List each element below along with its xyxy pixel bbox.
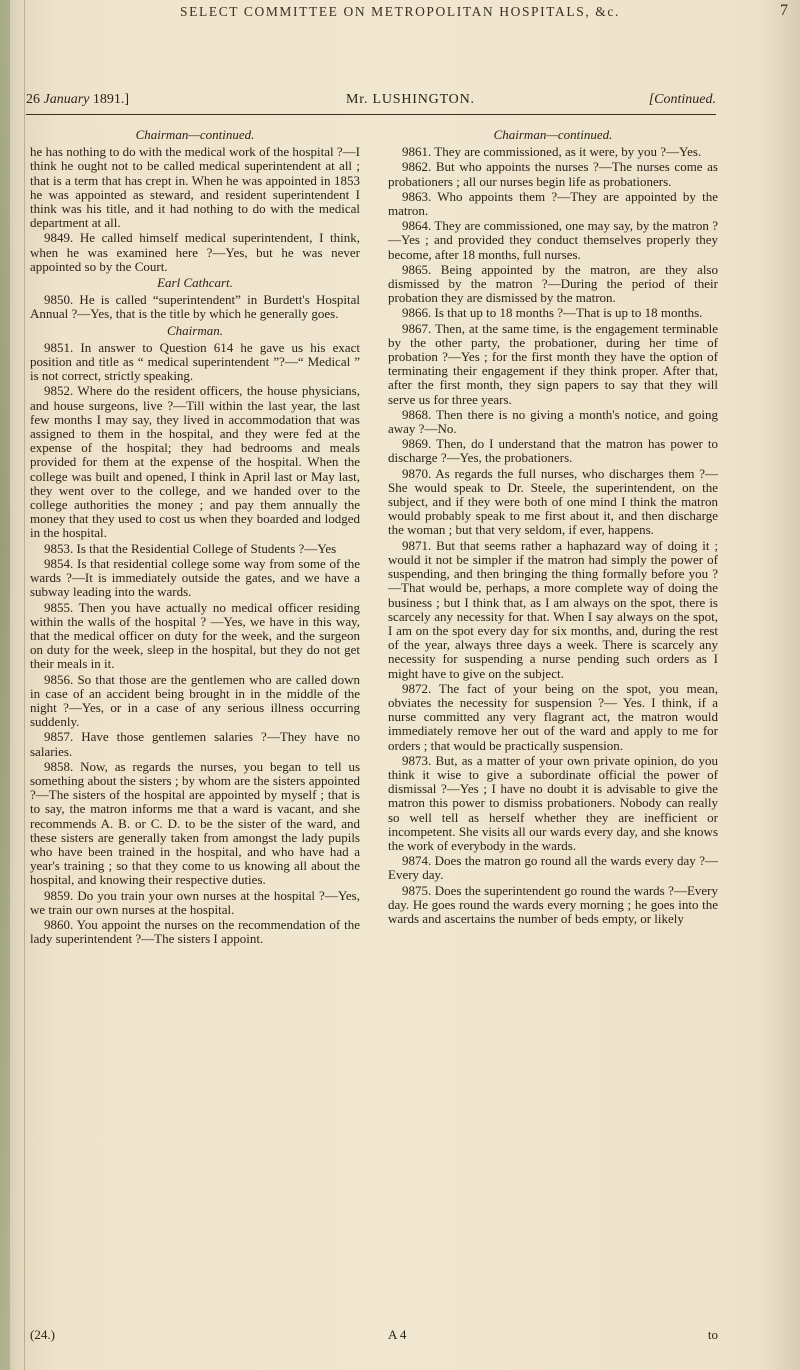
sheet-signature: A 4 [388, 1327, 407, 1342]
question-9872: 9872. The fact of your being on the spot, you mean, obviates the necessity for suspension ?— Yes. I think, if a nurse committed any very flagrant act, the matron would immediately remove her out of the ward and apply to me for orders ; that would be practically suspension. [388, 680, 718, 753]
question-9862: 9862. But who appoints the nurses ?—The nurses come as probationers ; all our nurses begin life as probationers. [388, 159, 718, 189]
header-rule [26, 114, 716, 115]
witness-name: Mr. LUSHINGTON. [346, 92, 475, 107]
question-9853: 9853. Is that the Residential College of Students ?—Yes [44, 540, 337, 556]
question-9870: 9870. As regards the full nurses, who discharges them ?—She would speak to Dr. Steele, the superintendent, on the subject, and if they were both of one mind I think the matron would probably speak to me first about it, and then discharge the woman ; but that very seldom, if ever, happens. [388, 465, 718, 538]
binding-edge [0, 0, 10, 1370]
page-number: 7 [780, 2, 788, 19]
question-9873: 9873. But, as a matter of your own private opinion, do you think it wise to give a subordinate official the power of dismissal ?—Yes ; I have no doubt it is advisable to give the matron this power to dismiss probationers. Nobody can really so well tell as herself whether they are inefficient or incompetent. She visits all our wards every day, and she knows the work of everybody in the wards. [388, 752, 718, 853]
signature-mark-left: (24.) [30, 1327, 55, 1342]
question-9861: 9861. They are commissioned, as it were, by you ?—Yes. [402, 144, 702, 160]
speaker-heading: Chairman—continued. [493, 127, 613, 142]
speaker-heading: Chairman. [167, 322, 223, 338]
paragraph: he has nothing to do with the medical work of the hospital ?—I think he ought not to be called medical superintendent at all ; that is a term that has crept in. When he was appointed in 1853 he was appointed as steward, and resident superintendent I think was his title, and it had nothing to do with the medical department at all. [30, 144, 360, 231]
question-9859: 9859. Do you train your own nurses at the hospital ?—Yes, we train our own nurses at the hospital. [30, 887, 360, 917]
speaker-heading: Chairman—continued. [135, 127, 255, 142]
question-9864: 9864. They are commissioned, one may say, by the matron ?—Yes ; and provided they conduct themselves properly they become, after 18 months, full nurses. [388, 218, 718, 262]
right-column [388, 126, 718, 927]
question-9871: 9871. But that seems rather a haphazard way of doing it ; would it not be simpler if the matron had simply the power of suspending, and then bringing the thing formally before you ?—That would be, perhaps, a more complete way of doing the business ; but I think that, as I am always on the spot, there is scarcely any necessity for that. When I say always on the spot, I am on the spot every day for six months, and, during the rest of the year, always three days a week. There is scarcely any necessity for suspending a nurse pending such orders as I might have to give on the subject. [388, 537, 718, 681]
subhead [26, 92, 716, 114]
question-9866: 9866. Is that up to 18 months ?—That is up to 18 months. [402, 305, 703, 321]
question-9867: 9867. Then, at the same time, is the engagement terminable by the other party, the probationer, during her time of probation ?—Yes ; for the first month they have the option of terminating their engagement if they think proper. After that, after the first month, they sign papers to say that they will serve us for three years. [388, 320, 718, 407]
question-9874: 9874. Does the matron go round all the wards every day ?—Every day. [388, 853, 718, 883]
question-9855: 9855. Then you have actually no medical officer residing within the walls of the hospital ? —Yes, we have in this way, that the medical officer on duty for the week, and the surgeon on duty for the week, sleep in the hospital, but they do not get their meals in it. [30, 599, 360, 672]
question-9875: 9875. Does the superintendent go round the wards ?—Every day. He goes round the wards every morning ; he goes into the wards and ascertains the number of beds empty, or likely [388, 882, 718, 926]
question-9856: 9856. So that those are the gentlemen who are called down in case of an accident being brought in in the middle of the night ?—Yes, or in a case of any serious illness occurring suddenly. [30, 671, 360, 730]
question-9854: 9854. Is that residential college some way from some of the wards ?—It is immediately outside the gates, and we have a subway leading into the wards. [30, 555, 360, 600]
fold-line [24, 0, 25, 1370]
question-9852: 9852. Where do the resident officers, the house physicians, and house surgeons, live ?—Till within the last year, the last few months I may say, they lived in accommodation that was assigned to them in the hospital, and they were fed at the expense of the hospital; they had bedrooms and meals provided for them at the expense of the hospital. When the college was built and opened, I think in April last or May last, they went over to the college, and we handed over to the college authorities the money ; and pay them annually the money that they used to cost us when they boarded and lodged in the hospital. [30, 383, 360, 541]
question-9858: 9858. Now, as regards the nurses, you began to tell us something about the sisters ; by whom are the sisters appointed ?—The sisters of the hospital are appointed by myself ; that is to say, the matron informs me that a ward is vacant, and she recommends A. B. or C. D. to be the sister of the ward, and these sisters are generally taken from amongst the lady pupils who have been trained in the hospital, and who have had a year's training ; so that they come to us knowing all about the hospital, and knowing their respective duties. [30, 758, 360, 888]
question-9850: 9850. He is called “superintendent” in Burdett's Hospital Annual ?—Yes, that is the title by which he generally goes. [30, 292, 360, 322]
question-9865: 9865. Being appointed by the matron, are they also dismissed by the matron ?—During the period of their probation they are dismissed by the matron. [388, 261, 718, 306]
signature-mark-right [388, 1327, 718, 1343]
hearing-date: 26 January 1891.] [26, 92, 130, 107]
catchword: to [707, 1327, 718, 1342]
speaker-heading: Earl Cathcart. [157, 275, 233, 291]
left-column [30, 126, 360, 947]
question-9868: 9868. Then there is no giving a month's notice, and going away ?—No. [388, 406, 718, 437]
question-9851: 9851. In answer to Question 614 he gave us his exact position and title as “ medical superintendent ”?—“ Medical ” is not correct, strictly speaking. [30, 339, 360, 384]
question-9860: 9860. You appoint the nurses on the recommendation of the lady superintendent ?—The sisters I appoint. [30, 916, 360, 947]
question-9863: 9863. Who appoints them ?—They are appointed by the matron. [388, 188, 718, 219]
running-head: SELECT COMMITTEE ON METROPOLITAN HOSPITALS, &c. [180, 4, 620, 19]
continued-label: [Continued. [648, 92, 716, 107]
question-9849: 9849. He called himself medical superintendent, I think, when he was examined here ?—Yes, but he was never appointed so by the Court. [30, 230, 360, 274]
question-9869: 9869. Then, do I understand that the matron has power to discharge ?—Yes, the probationers. [388, 436, 718, 466]
question-9857: 9857. Have those gentlemen salaries ?—They have no salaries. [30, 729, 360, 759]
